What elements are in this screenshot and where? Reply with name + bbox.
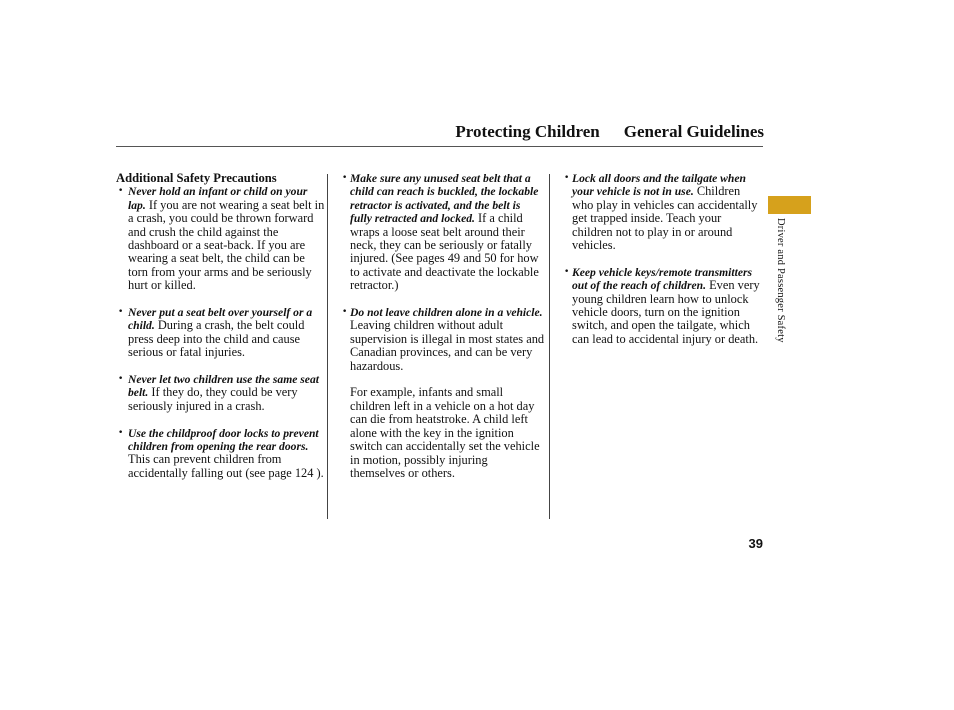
item-body: Even very young children learn how to unlock vehicle doors, turn on the ignition switch, and open the tailgate, which can lead to accidental injury or death. bbox=[572, 278, 760, 346]
item-body: Leaving children without adult supervision is illegal in most states and Canadian provinces, and can be very hazardous. bbox=[350, 318, 545, 373]
item-lead: Lock all doors and the tailgate when your vehicle is not in use. bbox=[572, 172, 746, 199]
list-item bbox=[116, 373, 326, 413]
list-item bbox=[562, 172, 762, 252]
item-lead: Never let two children use the same seat belt. bbox=[128, 373, 319, 400]
subsection-title: General Guidelines bbox=[623, 122, 764, 141]
list-item bbox=[340, 306, 545, 373]
list-item bbox=[116, 427, 326, 481]
list-item bbox=[116, 185, 326, 292]
list-item bbox=[116, 306, 326, 360]
column-3 bbox=[562, 172, 762, 360]
column-divider bbox=[549, 174, 550, 519]
item-body: Children who play in vehicles can accidentally get trapped inside. Teach your children not to play in or around vehicles. bbox=[572, 184, 758, 253]
item-body: During a crash, the belt could press deep into the child and cause serious or fatal injuries. bbox=[128, 318, 305, 360]
column-2 bbox=[340, 172, 545, 480]
body-paragraph: For example, infants and small children left in a vehicle on a hot day can die from heatstroke. A child left alone with the key in the ignition switch can accidentally set the vehicle in motion, possibly injuring themselves or others. bbox=[350, 385, 540, 480]
item-body: This can prevent children from accidentally falling out (see page 124 ). bbox=[128, 452, 324, 480]
page-number: 39 bbox=[748, 536, 763, 551]
list-item bbox=[340, 172, 545, 293]
item-lead: Make sure any unused seat belt that a child can reach is buckled, the lockable retractor is activated, and the belt is fully retracted and locked. bbox=[350, 172, 539, 226]
item-lead: Never hold an infant or child on your lap. bbox=[128, 185, 308, 212]
item-lead: Do not leave children alone in a vehicle. bbox=[350, 306, 543, 320]
item-lead: Use the childproof door locks to prevent children from opening the rear doors. bbox=[128, 426, 319, 454]
item-lead: Keep vehicle keys/remote transmitters out of the reach of children. bbox=[572, 265, 752, 293]
side-section-label: Driver and Passenger Safety bbox=[775, 218, 786, 343]
item-body: If a child wraps a loose seat belt around their neck, they can be seriously or fatally injured. (See pages 49 and 50 for how to activate and deactivate the lockable retractor.) bbox=[350, 211, 539, 293]
column-title: Additional Safety Precautions bbox=[116, 171, 277, 185]
page-header bbox=[116, 122, 764, 142]
section-tab bbox=[768, 196, 811, 214]
column-1 bbox=[116, 172, 326, 494]
column-divider bbox=[327, 174, 328, 519]
item-body: If they do, they could be very seriously injured in a crash. bbox=[128, 385, 298, 413]
item-body: If you are not wearing a seat belt in a crash, you could be thrown forward and crush the child against the dashboard or a seat-back. If you are wearing a seat belt, the child can be torn from your arms and be seriously hurt or killed. bbox=[128, 197, 325, 293]
section-title: Protecting Children bbox=[455, 122, 600, 141]
header-rule bbox=[116, 146, 763, 147]
item-lead: Never put a seat belt over yourself or a child. bbox=[128, 306, 313, 333]
list-item bbox=[562, 266, 762, 346]
